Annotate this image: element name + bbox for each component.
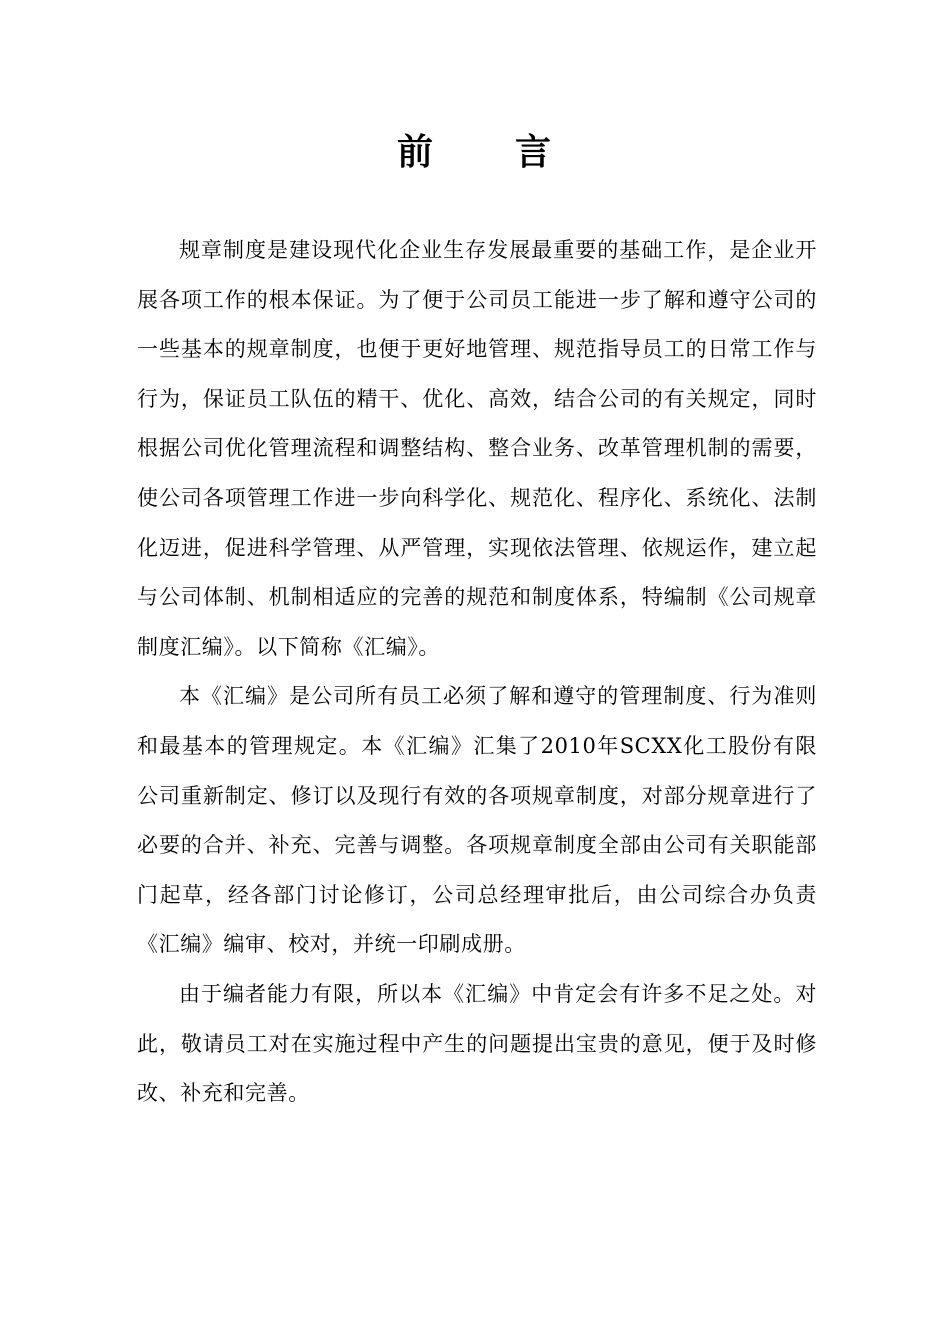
paragraph-3: 由于编者能力有限，所以本《汇编》中肯定会有许多不足之处。对此，敬请员工对在实施过程中产生的问题提出宝贵的意见，便于及时修改、补充和完善。: [137, 981, 817, 1106]
preface-body: [137, 226, 817, 1119]
page-title: [0, 128, 950, 176]
paragraph-2: 本《汇编》是公司所有员工必须了解和遵守的管理制度、行为准则和最基本的管理规定。本《汇编》汇集了2010年SCXX化工股份有限公司重新制定、修订以及现行有效的各项规章制度，对部分规章进行了必要的合并、补充、完善与调整。各项规章制度全部由公司有关职能部门起草，经各部门讨论修订，公司总经理审批后，由公司综合办负责《汇编》编审、校对，并统一印刷成册。: [137, 684, 817, 957]
title-char-2: 言: [515, 131, 554, 173]
title-char-1: 前: [396, 131, 435, 173]
paragraph-1: 规章制度是建设现代化企业生存发展最重要的基础工作，是企业开展各项工作的根本保证。为了便于公司员工能进一步了解和遵守公司的一些基本的规章制度，也便于更好地管理、规范指导员工的日常工作与行为，保证员工队伍的精干、优化、高效，结合公司的有关规定，同时根据公司优化管理流程和调整结构、整合业务、改革管理机制的需要，使公司各项管理工作进一步向科学化、规范化、程序化、系统化、法制化迈进，促进科学管理、从严管理，实现依法管理、依规运作，建立起与公司体制、机制相适应的完善的规范和制度体系，特编制《公司规章制度汇编》。以下简称《汇编》。: [137, 238, 817, 659]
